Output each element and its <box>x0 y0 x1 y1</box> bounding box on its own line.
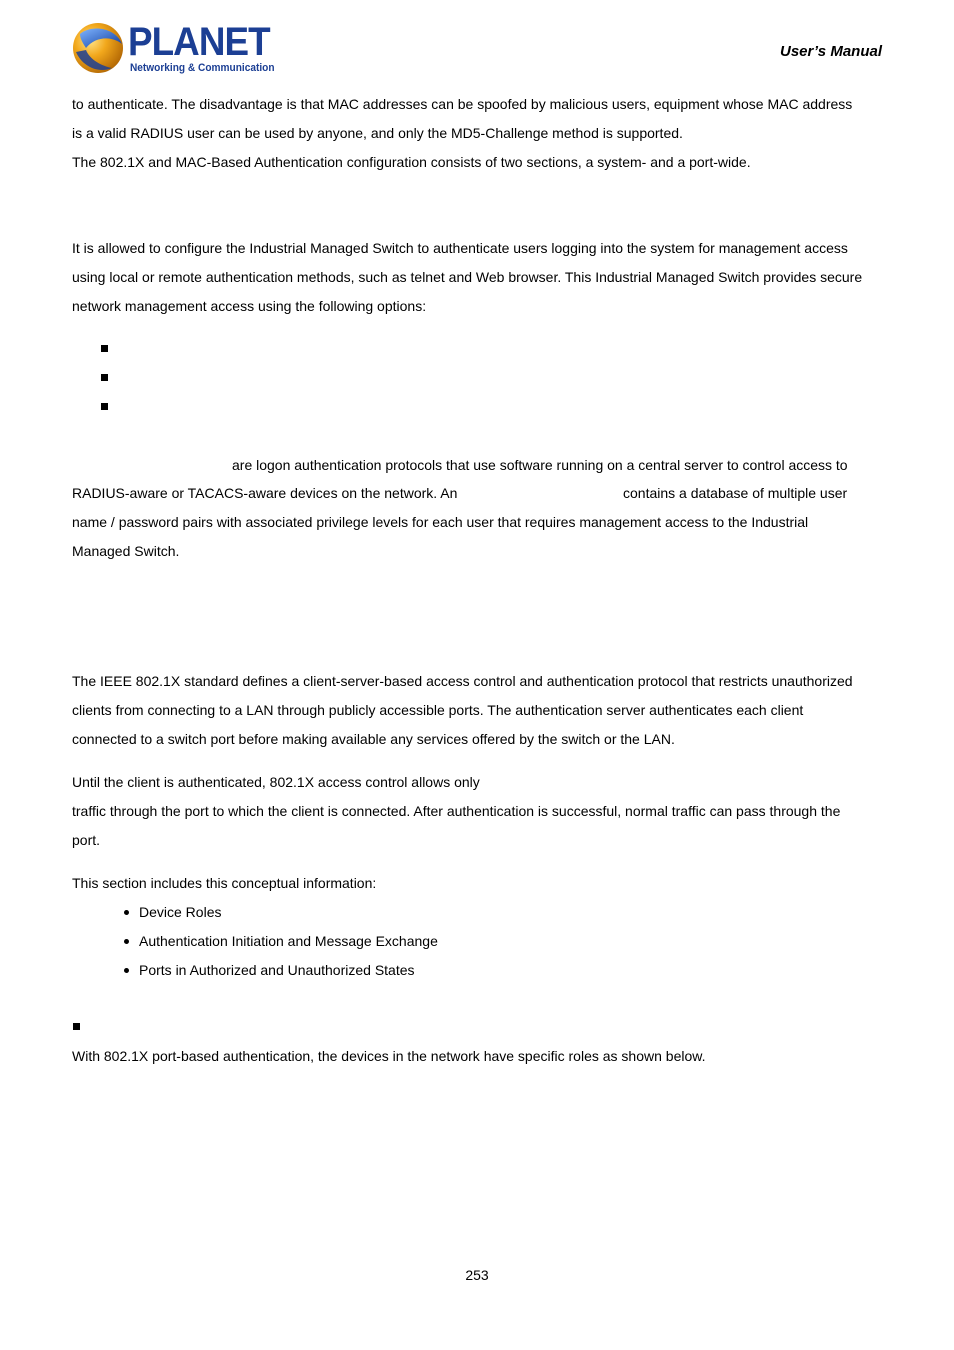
paragraph-line: network management access using the following options: <box>72 298 427 314</box>
paragraph-line: traffic through the port to which the client is connected. After authentication is successful, normal traffic can pass through the <box>72 803 841 819</box>
paragraph-line: port. <box>72 832 101 848</box>
planet-logo <box>72 20 275 78</box>
paragraph-line: name / password pairs with associated privilege levels for each user that requires management access to the Industrial <box>72 514 809 530</box>
bullet-dot-icon <box>124 968 129 973</box>
paragraph-line: are logon authentication protocols that use software running on a central server to control access to <box>232 457 848 473</box>
paragraph-line: The IEEE 802.1X standard defines a client-server-based access control and authentication protocol that restricts unauthorized <box>72 673 853 689</box>
paragraph-line: clients from connecting to a LAN through publicly accessible ports. The authentication server authenticates each client <box>72 702 804 718</box>
paragraph-line: using local or remote authentication methods, such as telnet and Web browser. This Industrial Managed Switch provides secure <box>72 269 863 285</box>
manual-title: User’s Manual <box>780 43 882 60</box>
bullet-dot-icon <box>124 939 129 944</box>
paragraph-line: connected to a switch port before making available any services offered by the switch or the LAN. <box>72 731 675 747</box>
paragraph-line: is a valid RADIUS user can be used by anyone, and only the MD5-Challenge method is supported. <box>72 125 683 141</box>
bullet-dot-icon <box>124 910 129 915</box>
paragraph-line: It is allowed to configure the Industrial Managed Switch to authenticate users logging into the system for management access <box>72 240 848 256</box>
paragraph-line: to authenticate. The disadvantage is that MAC addresses can be spoofed by malicious users, equipment whose MAC address <box>72 96 853 112</box>
paragraph-line: Until the client is authenticated, 802.1X access control allows only <box>72 774 480 790</box>
list-item: Authentication Initiation and Message Exchange <box>139 933 438 949</box>
square-bullet-icon <box>101 345 108 352</box>
square-bullet-icon <box>73 1023 80 1030</box>
list-item: Ports in Authorized and Unauthorized States <box>139 962 415 978</box>
paragraph-line: Managed Switch. <box>72 543 180 559</box>
paragraph-line: With 802.1X port-based authentication, the devices in the network have specific roles as shown below. <box>72 1048 706 1064</box>
paragraph-line: The 802.1X and MAC-Based Authentication configuration consists of two sections, a system- and a port-wide. <box>72 154 751 170</box>
globe-icon <box>72 22 128 78</box>
list-item: Device Roles <box>139 904 222 920</box>
page-number: 253 <box>465 1267 489 1283</box>
square-bullet-icon <box>101 374 108 381</box>
logo-tagline: Networking & Communication <box>130 62 275 74</box>
paragraph-line: This section includes this conceptual information: <box>72 875 377 891</box>
logo-wordmark: PLANET <box>128 20 270 64</box>
square-bullet-icon <box>101 403 108 410</box>
paragraph-line: contains a database of multiple user <box>623 485 848 501</box>
paragraph-line: RADIUS-aware or TACACS-aware devices on the network. An <box>72 485 458 501</box>
